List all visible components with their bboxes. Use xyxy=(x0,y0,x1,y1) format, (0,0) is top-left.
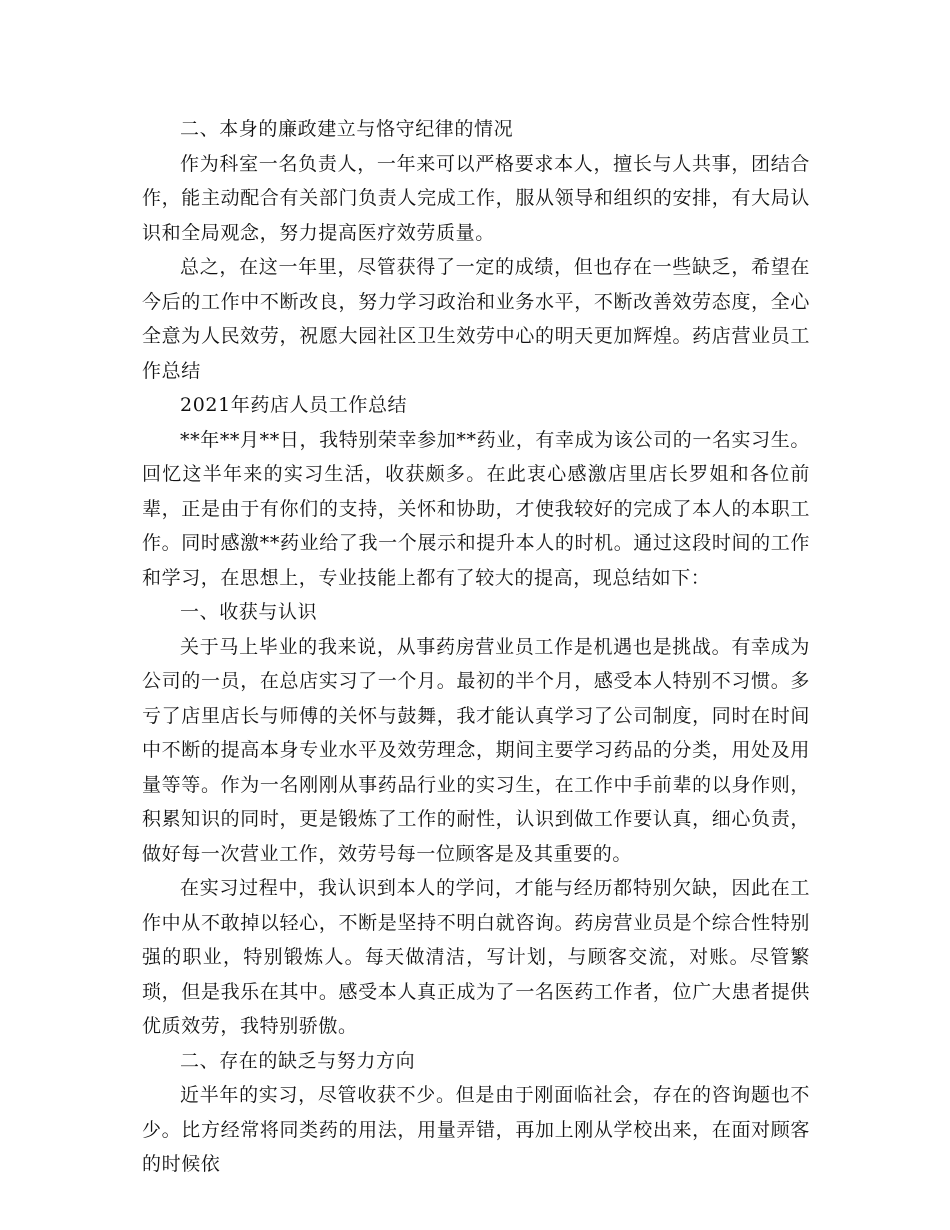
section-heading-gains: 一、收获与认识 xyxy=(180,601,318,623)
paragraph-summary: 总之，在这一年里，尽管获得了一定的成绩，但也存在一些缺乏，希望在今后的工作中不断改良，努力学习政治和业务水平，不断改善效劳态度，全心全意为人民效劳，祝愿大园社区卫生效劳中心的明天更加辉煌。药店营业员工作总结 xyxy=(142,256,810,382)
document-body xyxy=(142,112,810,1182)
section-heading-integrity: 二、本身的廉政建立与恪守纪律的情况 xyxy=(180,118,514,140)
paragraph-shortcomings: 近半年的实习，尽管收获不少。但是由于刚面临社会，存在的咨询题也不少。比方经常将同类药的用法，用量弄错，再加上刚从学校出来，在面对顾客的时候依 xyxy=(142,1084,810,1175)
section-heading-shortcomings: 二、存在的缺乏与努力方向 xyxy=(180,1049,416,1072)
paragraph-gains: 关于马上毕业的我来说，从事药房营业员工作是机遇也是挑战。有幸成为公司的一员，在总店实习了一个月。最初的半个月，感受本人特别不习惯。多亏了店里店长与师傅的关怀与鼓舞，我才能认真学习了公司制度，同时在时间中不断的提高本身专业水平及效劳理念，期间主要学习药品的分类，用处及用量等等。作为一名刚刚从事药品行业的实习生，在工作中手前辈的以身作则，积累知识的同时，更是锻炼了工作的耐性，认识到做工作要认真，细心负责，做好每一次营业工作，效劳号每一位顾客是及其重要的。 xyxy=(142,635,810,865)
paragraph-internship-process: 在实习过程中，我认识到本人的学问，才能与经历都特别欠缺，因此在工作中从不敢掉以轻心，不断是坚持不明白就咨询。药房营业员是个综合性特别强的职业，特别锻炼人。每天做清洁，写计划，与顾客交流，对账。尽管繁琐，但是我乐在其中。感受本人真正成为了一名医药工作者，位广大患者提供优质效劳，我特别骄傲。 xyxy=(142,877,810,1037)
paragraph-introduction: **年**月**日，我特别荣幸参加**药业，有幸成为该公司的一名实习生。回忆这半年来的实习生活，收获颇多。在此衷心感激店里店长罗姐和各位前辈，正是由于有你们的支持，关怀和协助，才使我较好的完成了本人的本职工作。同时感激**药业给了我一个展示和提升本人的时机。通过这段时间的工作和学习，在思想上，专业技能上都有了较大的提高，现总结如下： xyxy=(142,428,810,589)
paragraph-responsibility: 作为科室一名负责人，一年来可以严格要求本人，擅长与人共事，团结合作，能主动配合有关部门负责人完成工作，服从领导和组织的安排，有大局认识和全局观念，努力提高医疗效劳质量。 xyxy=(142,152,810,244)
document-title-pharmacy-summary: 2021年药店人员工作总结 xyxy=(180,394,408,416)
